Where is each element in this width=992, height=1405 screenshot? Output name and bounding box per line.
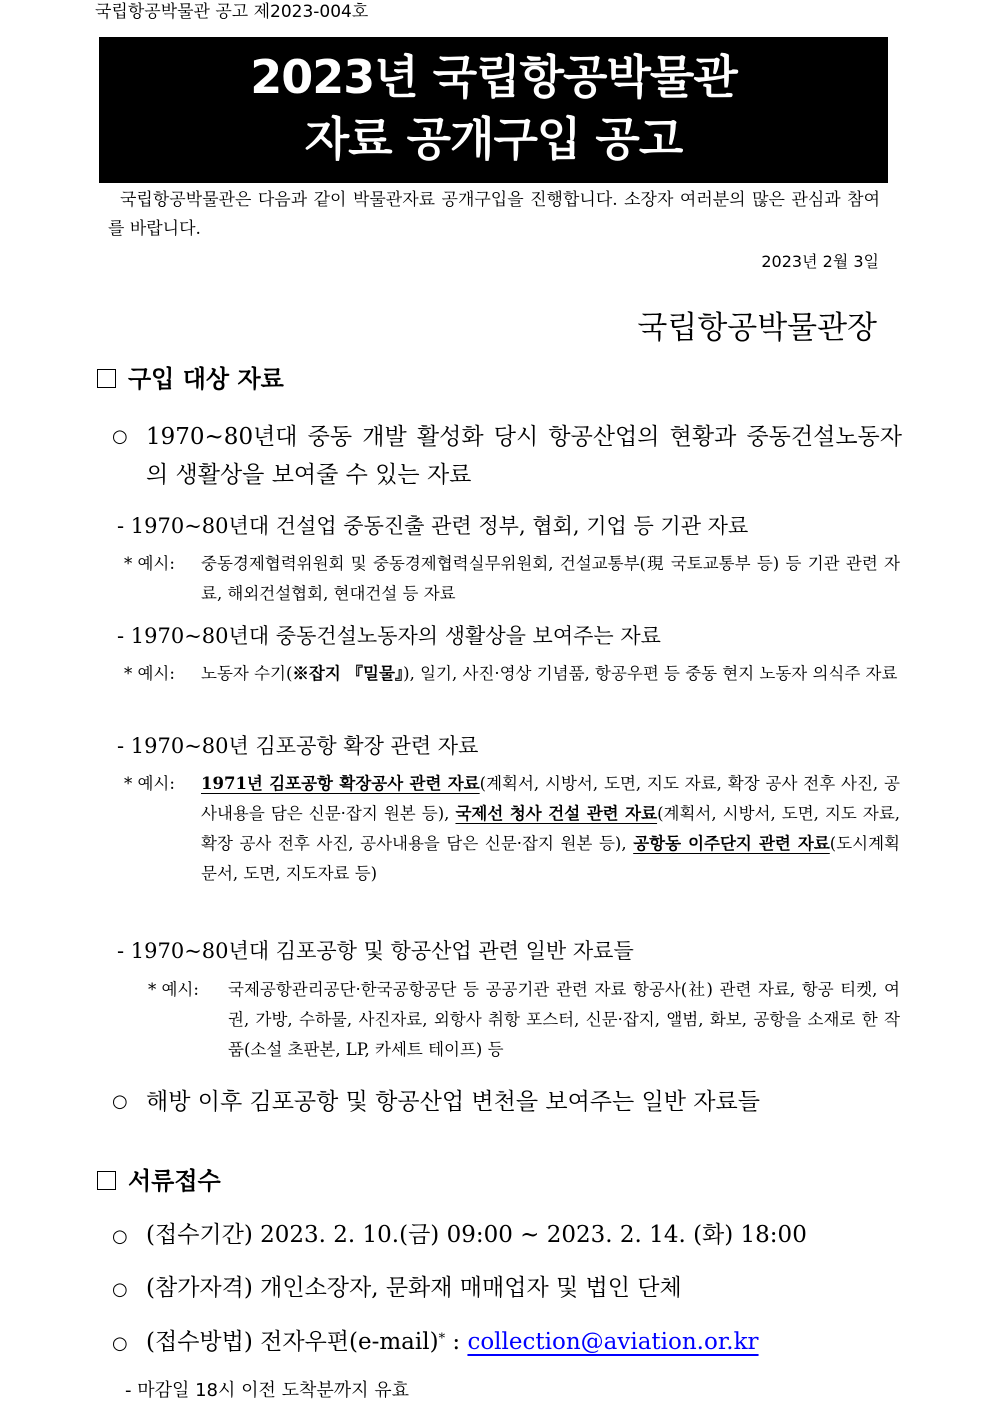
example-worker-life [124, 659, 900, 689]
email-link[interactable]: collection@aviation.or.kr [467, 1329, 759, 1355]
circle-bullet-icon: ○ [112, 426, 128, 447]
circle-bullet-icon: ○ [112, 1279, 128, 1300]
circle-bullet-icon: ○ [112, 1226, 128, 1247]
bullet-post-liberation [112, 1083, 902, 1121]
example-text-part: (계획서, 시방서, 도면, 지도 자료, 확장 공사 전후 사진, 공사내용을 담은 신문·잡지 원본 등), [201, 804, 901, 853]
example-label: * 예시: [124, 774, 175, 793]
footnote-mark: * [438, 1331, 446, 1347]
example-text: 중동경제협력위원회 및 중동경제협력실무위원회, 건설교통부(現 국토교통부 등) 등 기관 관련 자료, 해외건설협회, 현대건설 등 자료 [201, 554, 900, 603]
example-text-part: ), 일기, 사진·영상 기념품, 항공우편 등 중동 현지 노동자 의식주 자료 [403, 664, 898, 683]
section-heading-submission [97, 1164, 221, 1198]
example-gimpo-expansion [124, 769, 900, 889]
eligibility-text: (참가자격) 개인소장자, 문화재 매매업자 및 법인 단체 [146, 1275, 682, 1301]
highlight-relocation-complex: 공항동 이주단지 관련 자료 [633, 834, 830, 853]
method-text: (접수방법) 전자우편(e-mail) [146, 1329, 439, 1355]
item-general-aviation: - 1970~80년대 김포공항 및 항공산업 관련 일반 자료들 [117, 939, 634, 963]
bullet-text: 1970~80년대 중동 개발 활성화 당시 항공산업의 현황과 중동건설노동자의 생활상을 보여줄 수 있는 자료 [146, 424, 902, 488]
section-heading-text: 구입 대상 자료 [128, 365, 284, 393]
item-construction-agencies: - 1970~80년대 건설업 중동진출 관련 정부, 협회, 기업 등 기관 자료 [117, 514, 749, 538]
example-label: * 예시: [124, 554, 175, 573]
item-gimpo-expansion: - 1970~80년 김포공항 확장 관련 자료 [117, 734, 479, 758]
eligibility [112, 1269, 682, 1307]
circle-bullet-icon: ○ [112, 1091, 128, 1112]
submission-period [112, 1216, 807, 1254]
issuer-name: 국립항공박물관장 [637, 310, 877, 346]
example-label: * 예시: [124, 664, 175, 683]
example-label: * 예시: [148, 980, 199, 999]
example-text: 국제공항관리공단·한국공항공단 등 공공기관 관련 자료 항공사(社) 관련 자료, 항공 티켓, 여권, 가방, 수하물, 사진자료, 외항사 취항 포스터, 신문·잡지, 앨범, 화보, 공항을 소재로 한 작품(소설 초판본, LP, 카세트 테이프) 등 [228, 980, 900, 1059]
item-worker-life: - 1970~80년대 중동건설노동자의 생활상을 보여주는 자료 [117, 624, 661, 648]
highlight-1971-expansion: 1971년 김포공항 확장공사 관련 자료 [201, 774, 480, 793]
example-text [201, 659, 900, 689]
bullet-1970s-middle-east [112, 418, 902, 494]
method-colon: : [445, 1329, 468, 1355]
checkbox-square-icon [97, 369, 116, 388]
example-text-part: (도시계획 문서, 도면, 지도자료 등) [201, 834, 900, 883]
example-text-part: (계획서, 시방서, 도면, 지도 자료, 확장 공사 전후 사진, 공사내용을 담은 신문·잡지 원본 등), [201, 774, 901, 823]
title-line-2: 자료 공개구입 공고 [304, 112, 683, 166]
bullet-text: 해방 이후 김포공항 및 항공산업 변천을 보여주는 일반 자료들 [146, 1089, 760, 1115]
intro-paragraph: 국립항공박물관은 다음과 같이 박물관자료 공개구입을 진행합니다. 소장자 여러분의 많은 관심과 참여를 바랍니다. [108, 190, 880, 239]
example-text-part: 노동자 수기( [201, 664, 293, 683]
highlight-terminal-construction: 국제선 청사 건설 관련 자료 [455, 804, 658, 823]
notice-number: 국립항공박물관 공고 제2023-004호 [95, 2, 369, 22]
example-construction-agencies [124, 549, 900, 609]
submission-method [112, 1323, 759, 1361]
checkbox-square-icon [97, 1171, 116, 1190]
circle-bullet-icon: ○ [112, 1333, 128, 1354]
title-line-1: 2023년 국립항공박물관 [250, 50, 737, 104]
deadline-note: - 마감일 18시 이전 도착분까지 유효 [125, 1380, 410, 1401]
example-text [201, 769, 900, 889]
example-general-aviation [148, 975, 900, 1065]
magazine-title: ※잡지 『밀물』 [292, 664, 404, 683]
period-text: (접수기간) 2023. 2. 10.(금) 09:00 ~ 2023. 2. 14. (화) 18:00 [146, 1222, 807, 1248]
section-heading-purchase-targets [97, 362, 284, 396]
notice-date: 2023년 2월 3일 [761, 252, 879, 271]
section-heading-text: 서류접수 [128, 1167, 221, 1195]
title-banner [99, 37, 888, 183]
